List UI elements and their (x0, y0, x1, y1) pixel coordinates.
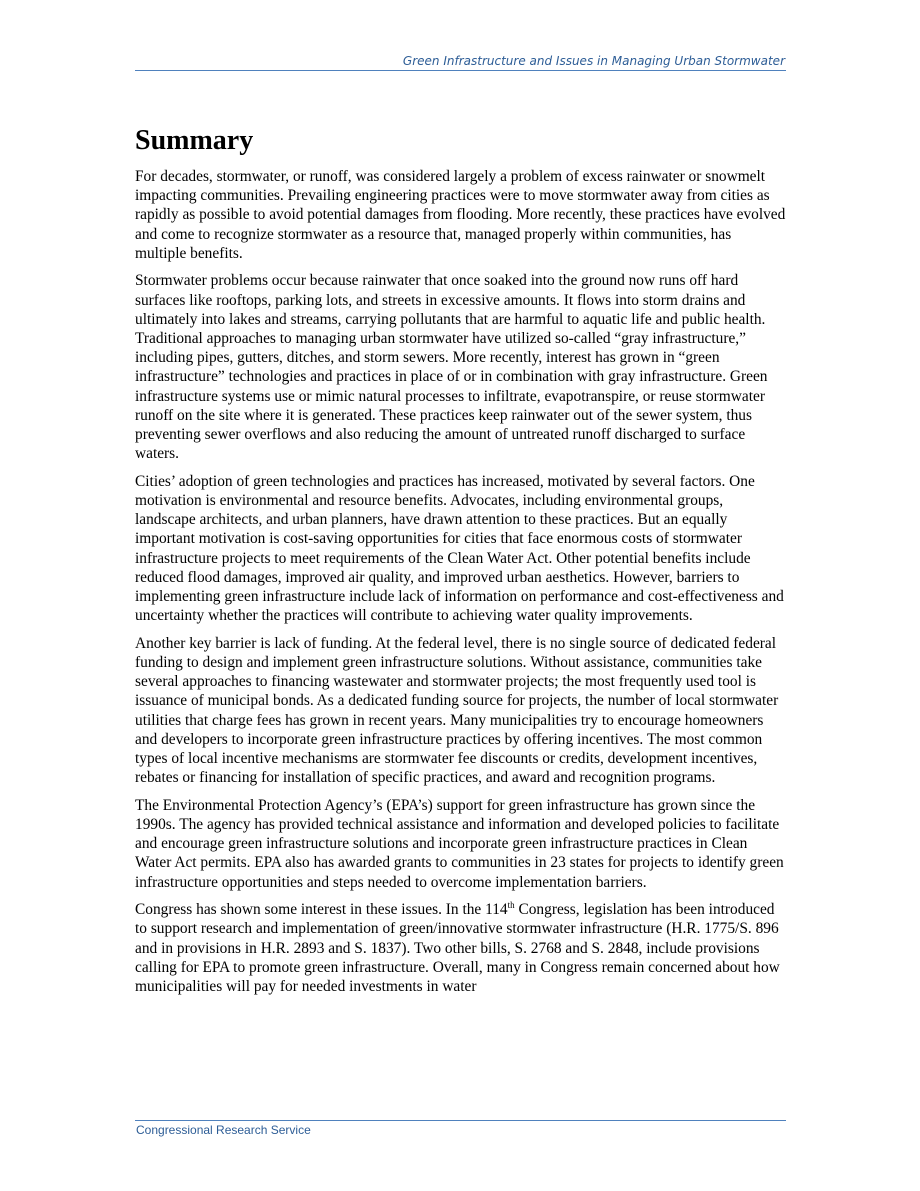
paragraph-6-rest: Congress, legislation has been introduced to support research and implementation of green/innovative stormwater infrastructure (H.R. 1775/S. 896 and in provisions in H.R. 2893 and S. 1837). Two other bills, S. 2768 and S. 2848, include provisions calling for EPA to promote green infrastructure. Overall, many in Congress remain concerned about how municipalities will pay for needed investments in water (135, 901, 780, 996)
paragraph-4: Another key barrier is lack of funding. At the federal level, there is no single source of dedicated federal funding to design and implement green infrastructure solutions. Without assistance, communities take several approaches to financing wastewater and stormwater projects; the most frequently used tool is issuance of municipal bonds. As a dedicated funding source for projects, the number of local stormwater utilities that charge fees has grown in recent years. Many municipalities try to encourage homeowners and developers to incorporate green infrastructure practices by offering incentives. The most common types of local incentive mechanisms are stormwater fee discounts or credits, development incentives, rebates or financing for installation of specific practices, and award and recognition programs. (135, 634, 779, 787)
paragraph-1: For decades, stormwater, or runoff, was considered largely a problem of excess rainwater or snowmelt impacting communities. Prevailing engineering practices were to move stormwater away from cities as rapidly as possible to avoid potential damages from flooding. More recently, these practices have evolved and come to recognize stormwater as a resource that, managed properly within communities, has multiple benefits. (135, 168, 786, 262)
header-divider (135, 70, 786, 71)
main-content (135, 124, 786, 1005)
footer-org: Congressional Research Service (136, 1123, 311, 1137)
running-header: Green Infrastructure and Issues in Managing Urban Stormwater (402, 54, 785, 68)
paragraph-2: Stormwater problems occur because rainwater that once soaked into the ground now runs off hard surfaces like rooftops, parking lots, and streets in excessive amounts. It flows into storm drains and ultimately into lakes and streams, carrying pollutants that are harmful to aquatic life and public health. Traditional approaches to managing urban stormwater have utilized so-called “gray infrastructure,” including pipes, gutters, ditches, and storm sewers. More recently, interest has grown in “green infrastructure” technologies and practices in place of or in combination with gray infrastructure. Green infrastructure systems use or mimic natural processes to infiltrate, evapotranspire, or reuse stormwater runoff on the site where it is generated. These practices keep rainwater out of the sewer system, thus preventing sewer overflows and also reducing the amount of untreated runoff discharged to surface waters. (135, 272, 768, 463)
page-title: Summary (135, 125, 254, 156)
paragraph-5: The Environmental Protection Agency’s (EPA’s) support for green infrastructure has grown since the 1990s. The agency has provided technical assistance and information and developed policies to facilitate and encourage green infrastructure solutions and incorporate green infrastructure practices in Clean Water Act permits. EPA also has awarded grants to communities in 23 states for projects to identify green infrastructure opportunities and steps needed to overcome implementation barriers. (135, 796, 784, 891)
paragraph-6 (135, 900, 786, 996)
paragraph-3: Cities’ adoption of green technologies and practices has increased, motivated by several factors. One motivation is environmental and resource benefits. Advocates, including environmental groups, landscape architects, and urban planners, have drawn attention to these practices. But an equally important motivation is cost-saving opportunities for cities that face enormous costs of stormwater infrastructure projects to meet requirements of the Clean Water Act. Other potential benefits include reduced flood damages, improved air quality, and improved urban aesthetics. However, barriers to implementing green infrastructure include lack of information on performance and cost-effectiveness and uncertainty whether the practices will contribute to achieving water quality improvements. (135, 472, 784, 625)
ordinal-superscript: th (507, 900, 515, 911)
footer-divider (135, 1120, 786, 1121)
paragraph-6-start: Congress has shown some interest in these issues. In the 114 (135, 901, 508, 919)
